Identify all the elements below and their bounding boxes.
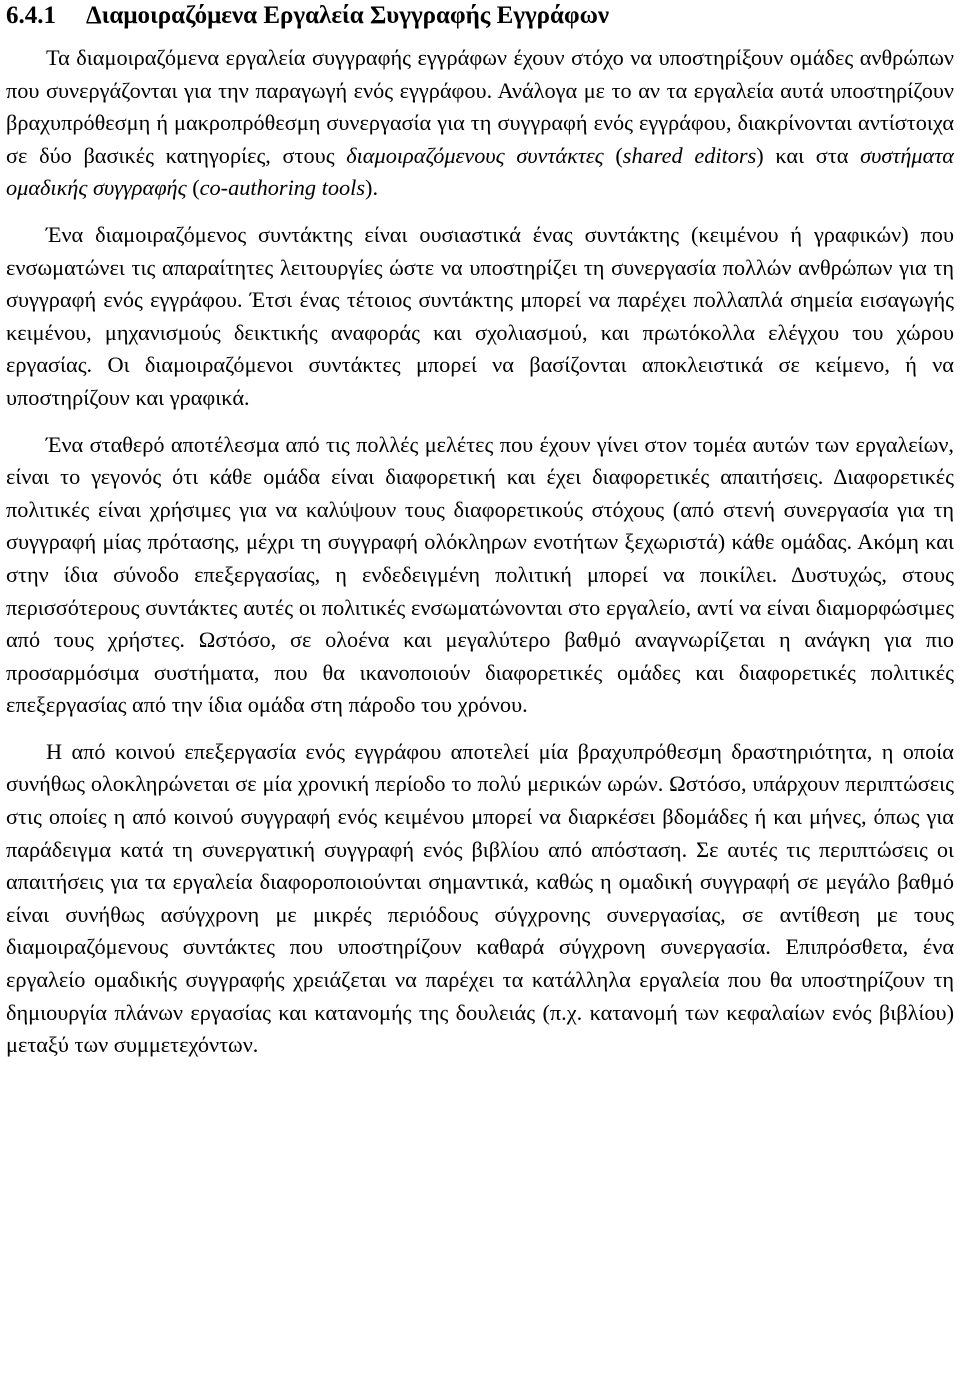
term-shared-editors-greek: διαμοιραζόμενους συντάκτες [346, 142, 604, 168]
text-run: ). [365, 175, 379, 201]
term-shared-editors: shared editors [622, 142, 757, 168]
paragraph-shared-editor: Ένα διαμοιραζόμενος συντάκτης είναι ουσιαστικά ένας συντάκτης (κειμένου ή γραφικών) που ενσωματώνει τις απαραίτητες λειτουργίες ώστε να υποστηρίζει τη συνεργασία πολλών ανθρώπων για τη συγγραφή ενός εγγράφου. Έτσι ένας τέτοιος συντάκτης μπορεί να παρέχει πολλαπλά σημεία εισαγωγής κειμένου, μηχανισμούς δεικτικής αναφοράς και σχολιασμού, και πρωτόκολλα ελέγχου του χώρου εργασίας. Οι διαμοιραζόμενοι συντάκτες μπορεί να βασίζονται αποκλειστικά σε κείμενο, ή να υποστηρίζουν και γραφικά. [6, 221, 954, 410]
document-page [6, 0, 954, 1076]
text-run: ( [186, 175, 200, 201]
section-number: 6.4.1 [6, 2, 56, 29]
section-title: Διαμοιραζόμενα Εργαλεία Συγγραφής Εγγράφων [86, 2, 610, 29]
paragraph-co-authoring: Η από κοινού επεξεργασία ενός εγγράφου αποτελεί μία βραχυπρόθεσμη δραστηριότητα, η οποία συνήθως ολοκληρώνεται σε μία χρονική περίοδο το πολύ μερικών ωρών. Ωστόσο, υπάρχουν περιπτώσεις στις οποίες η από κοινού συγγραφή ενός κειμένου μπορεί να διαρκέσει βδομάδες ή και μήνες, όπως για παράδειγμα κατά τη συνεργατική συγγραφή ενός βιβλίου από απόσταση. Σε αυτές τις περιπτώσεις οι απαιτήσεις για τα εργαλεία διαφοροποιούνται σημαντικά, καθώς η ομαδική συγγραφή σε μεγάλο βαθμό είναι συνήθως ασύγχρονη με μικρές περιόδους σύγχρονης συνεργασίας, σε αντίθεση με τους διαμοιραζόμενους συντάκτες που υποστηρίζουν καθαρά σύγχρονη συνεργασία. Επιπρόσθετα, ένα εργαλείο ομαδικής συγγραφής χρειάζεται να παρέχει τα κατάλληλα εργαλεία που θα υποστηρίζουν τη δημιουργία πλάνων εργασίας και κατανομής της δουλειάς (π.χ. κατανομή των κεφαλαίων ενός βιβλίου) μεταξύ των συμμετεχόντων. [6, 738, 954, 1058]
term-co-authoring-greek: συστήματα ομαδικής συγγραφής [6, 142, 955, 201]
section-heading [6, 0, 954, 42]
paragraph-intro [6, 42, 954, 205]
paragraph-policies: Ένα σταθερό αποτέλεσμα από τις πολλές μελέτες που έχουν γίνει στον τομέα αυτών των εργαλείων, είναι το γεγονός ότι κάθε ομάδα είναι διαφορετική και έχει διαφορετικές απαιτήσεις. Διαφορετικές πολιτικές είναι χρήσιμες για να καλύψουν τους διαφορετικούς στόχους (από στενή συνεργασία για τη συγγραφή μίας πρότασης, μέχρι τη συγγραφή ολόκληρων ενοτήτων ξεχωριστά) κάθε ομάδας. Ακόμη και στην ίδια σύνοδο επεξεργασίας, η ενδεδειγμένη πολιτική μπορεί να ποικίλει. Δυστυχώς, στους περισσότερους συντάκτες αυτές οι πολιτικές ενσωματώνονται στο εργαλείο, αντί να είναι διαμορφώσιμες από τους χρήστες. Ωστόσο, σε ολοένα και μεγαλύτερο βαθμό αναγνωρίζεται η ανάγκη για πιο προσαρμόσιμα συστήματα, που θα ικανοποιούν διαφορετικές ομάδες και διαφορετικές πολιτικές επεξεργασίας από την ίδια ομάδα στη πάροδο του χρόνου. [6, 431, 954, 718]
text-run: Τα διαμοιραζόμενα εργαλεία συγγραφής εγγράφων έχουν στόχο να υποστηρίξουν ομάδες ανθρώπων που συνεργάζονται για την παραγωγή ενός εγγράφου. Ανάλογα με το αν τα εργαλεία αυτά υποστηρίζουν βραχυπρόθεσμη ή μακροπρόθεσμη συνεργασία για τη συγγραφή ενός εγγράφου, διακρίνονται αντίστοιχα σε δύο βασικές κατηγορίες, στους [6, 45, 954, 168]
text-run: ) και στα [756, 142, 861, 168]
term-co-authoring-tools: co-authoring tools [199, 175, 366, 201]
text-run: ( [603, 142, 623, 168]
